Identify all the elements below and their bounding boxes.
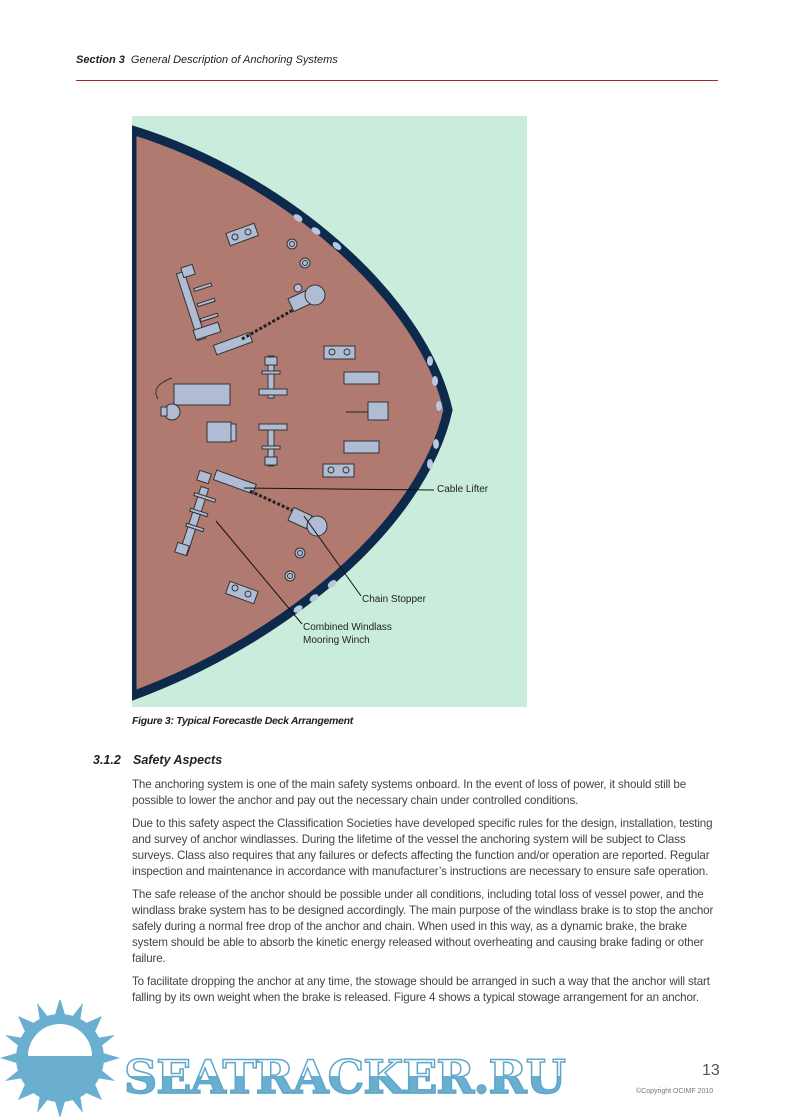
forecastle-deck-figure xyxy=(132,116,527,707)
header-section: Section 3 xyxy=(76,54,125,66)
paragraph: The anchoring system is one of the main safety systems onboard. In the event of loss of power, it should still be possible to lower the anchor and pay out the necessary chain under controlled conditions. xyxy=(132,778,687,807)
fairlead-1 xyxy=(344,372,379,384)
section-number: 3.1.2 xyxy=(93,753,121,767)
deck-house xyxy=(174,384,230,405)
label-windlass-line1: Combined Windlass xyxy=(303,622,392,633)
paragraph: Due to this safety aspect the Classification Societies have developed specific rules for the design, installation, testing and survey of anchor windlasses. During the lifetime of the vessel the anchoring system will be subject to Class surveys. Class also requires that any failures or defects affecting the function and/or operation are reported. Regular inspection and maintenance in accordance with manufacturer’s instructions are necessary to ensure safe operation. xyxy=(132,817,713,878)
watermark-text: SEATRACKER.RU xyxy=(124,1050,565,1104)
section-heading xyxy=(93,753,222,767)
mooring-plate-1 xyxy=(324,346,355,359)
label-cable-lifter: Cable Lifter xyxy=(437,484,489,495)
header-rule xyxy=(76,80,718,81)
sun-rays xyxy=(0,1000,120,1117)
figure-caption: Figure 3: Typical Forecastle Deck Arrangement xyxy=(132,715,353,727)
label-windlass-line2: Mooring Winch xyxy=(303,635,370,646)
copyright: ©Copyright OCIMF 2010 xyxy=(636,1088,714,1095)
fairlead-2 xyxy=(344,441,379,453)
mooring-plate-2 xyxy=(323,464,354,477)
header-title: General Description of Anchoring Systems xyxy=(130,54,338,66)
paragraph: The safe release of the anchor should be possible under all conditions, including total loss of vessel power, and the windlass brake system has to be designed accordingly. The main purpose of the windlass brake is to stop the anchor safely during a normal free drop of the anchor and chain. When used in this way, as a dynamic brake, the brake system should be able to absorb the kinetic energy released without overheating and causing brake fading or other failure. xyxy=(132,888,714,965)
page-number: 13 xyxy=(702,1062,720,1079)
body-text xyxy=(132,777,724,1013)
paragraph: To facilitate dropping the anchor at any time, the stowage should be arranged in such a way that the anchor will start falling by its own weight when the brake is released. Figure 4 shows a typical stowage arrangement for an anchor. xyxy=(132,975,710,1004)
section-title: Safety Aspects xyxy=(133,753,223,767)
running-header xyxy=(76,54,338,66)
label-chain-stopper: Chain Stopper xyxy=(362,594,426,605)
